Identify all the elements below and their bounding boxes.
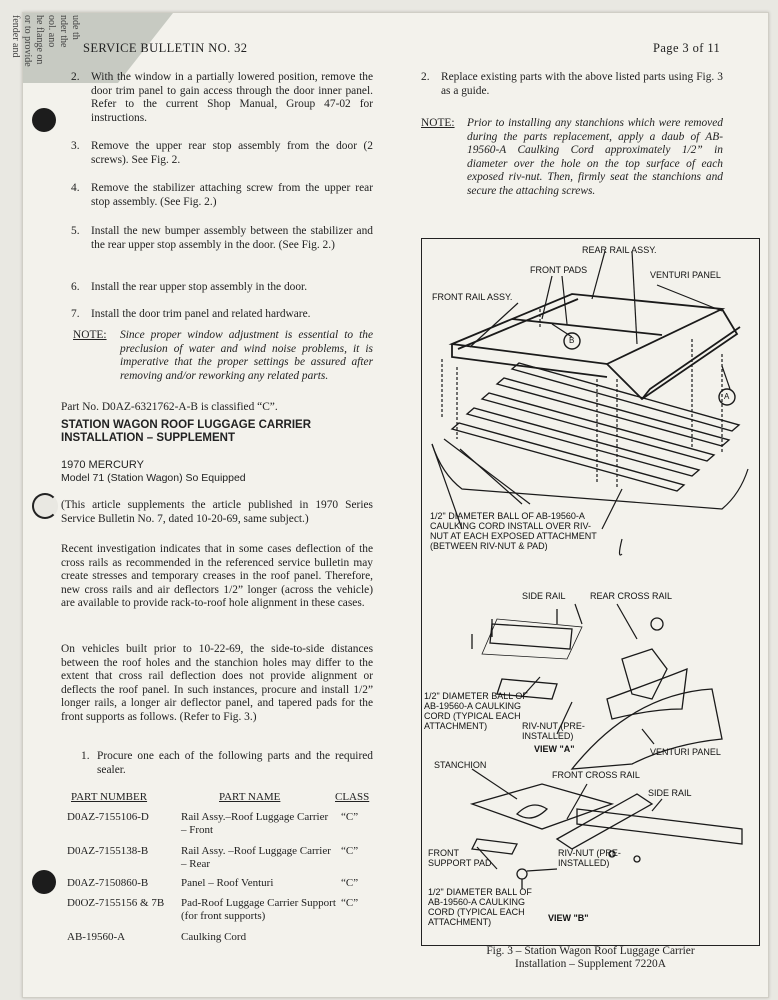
corner-fragment: he flange on [34, 15, 45, 65]
table-row [67, 807, 387, 841]
part-name: Panel – Roof Venturi [181, 877, 274, 889]
part-name: Pad-Roof Luggage Carrier Support (for front supports) [181, 897, 336, 922]
col-header-part-number: PART NUMBER [71, 791, 148, 803]
label-venturi-panel: VENTURI PANEL [650, 270, 721, 280]
step-number: 7. [71, 308, 80, 320]
corner-fragment: or to provide [22, 15, 33, 67]
callout-a: A [724, 392, 730, 401]
table-row [67, 893, 387, 927]
label-front-support-pad: FRONT SUPPORT PAD [428, 848, 492, 868]
step-text: Procure one each of the following parts and the required sealer. [97, 750, 373, 776]
parts-table [67, 791, 387, 945]
label-side-rail: SIDE RAIL [522, 591, 566, 601]
step-text: Remove the stabilizer attaching screw from the upper rear stop assembly. (See Fig. 2.) [91, 182, 373, 208]
part-class: “C” [341, 897, 359, 909]
note-label: NOTE: [421, 117, 455, 129]
label-stanchion: STANCHION [434, 760, 487, 770]
step-number: 1. [81, 750, 90, 762]
figure-3-box [421, 238, 760, 946]
figure-caption [423, 945, 758, 971]
label-rear-rail: REAR RAIL ASSY. [582, 245, 657, 255]
part-name: Caulking Cord [181, 931, 247, 943]
article-title-line2: INSTALLATION – SUPPLEMENT [61, 432, 235, 444]
part-class: “C” [341, 877, 359, 889]
part-number: AB-19560-A [67, 931, 126, 943]
table-row [67, 841, 387, 875]
corner-fragment: ool. ano [46, 15, 57, 48]
part-number: D0AZ-7155138-B [67, 845, 149, 857]
label-diameter-ball-top: 1/2" DIAMETER BALL OF AB-19560-A CAULKING CORD INSTALL OVER RIV-NUT AT EACH EXPOSED ATTACHMENT (BETWEEN RIV-NUT & PAD) [430, 511, 597, 551]
note-label: NOTE: [73, 329, 107, 341]
classified-line: Part No. D0AZ-6321762-A-B is classified “C”. [61, 401, 278, 413]
article-paragraph-1: (This article supplements the article published in 1970 Series Service Bulletin No. 7, dated 10-20-69, same subject.) [61, 499, 373, 525]
col-header-part-name: PART NAME [219, 791, 281, 803]
binder-hole [32, 870, 56, 894]
step-number: 3. [71, 140, 80, 152]
step-text: Install the rear upper stop assembly in the door. [91, 281, 308, 293]
label-diameter-ball-b: 1/2" DIAMETER BALL OF AB-19560-A CAULKING CORD (TYPICAL EACH ATTACHMENT) [428, 887, 532, 927]
part-class: “C” [341, 845, 359, 857]
part-name: Rail Assy. –Roof Luggage Carrier – Rear [181, 845, 331, 870]
binder-hole-open [32, 493, 58, 519]
step-number: 2. [421, 71, 430, 83]
col-header-class: CLASS [335, 791, 370, 803]
part-number: D0OZ-7155156 & 7B [67, 897, 165, 909]
step-text: Replace existing parts with the above listed parts using Fig. 3 as a guide. [441, 71, 723, 97]
label-side-rail-2: SIDE RAIL [648, 788, 692, 798]
label-view-b: VIEW "B" [548, 913, 589, 923]
label-riv-nut-a: RIV-NUT (PRE-INSTALLED) [522, 721, 585, 741]
label-view-a: VIEW "A" [534, 744, 575, 754]
part-name: Rail Assy.–Roof Luggage Carrier – Front [181, 811, 329, 836]
step-number: 4. [71, 182, 80, 194]
article-title-line1: STATION WAGON ROOF LUGGAGE CARRIER [61, 419, 312, 431]
label-front-rail: FRONT RAIL ASSY. [432, 292, 513, 302]
article-paragraph-2: Recent investigation indicates that in some cases deflection of the cross rails as recommended in the referenced service bulletin may create stresses and temporary creases in the roof panel. Therefore, new cross rails and air deflectors 1/2” longer (across the vehicle) are available to provide rack-to-roof hole alignment in these cases. [61, 543, 373, 610]
vehicle-year: 1970 MERCURY [61, 459, 144, 471]
label-diameter-ball-a: 1/2" DIAMETER BALL OF AB-19560-A CAULKING CORD (TYPICAL EACH ATTACHMENT) [424, 691, 528, 731]
step-text: Install the new bumper assembly between the stabilizer and the rear upper stop assembly in the door. (See Fig. 2.) [91, 225, 373, 251]
vehicle-info [61, 459, 246, 485]
part-number: D0AZ-7155106-D [67, 811, 149, 823]
step-text: Remove the upper rear stop assembly from the door (2 screws). See Fig. 2. [91, 140, 373, 166]
binder-hole [32, 108, 56, 132]
corner-fragment: ude th [70, 15, 81, 40]
step-text: With the window in a partially lowered position, remove the door trim panel to gain access through the door inner panel. Refer to the current Shop Manual, Group 47-02 for instructions. [91, 71, 373, 124]
step-text: Install the door trim panel and related hardware. [91, 308, 311, 320]
part-number: D0AZ-7150860-B [67, 877, 149, 889]
figure-caption-line2: Installation – Supplement 7220A [515, 958, 666, 970]
bulletin-title: SERVICE BULLETIN NO. 32 [83, 41, 248, 55]
corner-fragment: fender and [10, 15, 21, 58]
article-title [61, 419, 311, 445]
figure-caption-line1: Fig. 3 – Station Wagon Roof Luggage Carrier [486, 945, 695, 957]
table-row [67, 875, 387, 893]
vehicle-model: Model 71 (Station Wagon) So Equipped [61, 472, 246, 484]
part-class: “C” [341, 811, 359, 823]
step-number: 5. [71, 225, 80, 237]
table-row [67, 927, 387, 945]
article-paragraph-3: On vehicles built prior to 10-22-69, the side-to-side distances between the roof holes and the stanchion holes may differ to the extent that cross rail deflection does not provide alignment or deflects the roof panel. In such instances, procure and install 1/2” longer rails, a longer air deflector panel, and tapered pads for the front supports as follows. (Refer to Fig. 3.) [61, 643, 373, 723]
note-text: Prior to installing any stanchions which were removed during the parts replacement, apply a daub of AB-19560-A Caulking Cord approximately 1/2” in diameter over the hole on the top surface of each exposed riv-nut. Then, firmly seat the stanchions and secure the attaching screws. [467, 117, 723, 197]
label-rear-cross-rail: REAR CROSS RAIL [590, 591, 673, 601]
label-venturi-panel-2: VENTURI PANEL [650, 747, 721, 757]
label-riv-nut-b: RIV-NUT (PRE-INSTALLED) [558, 848, 621, 868]
callout-b: B [569, 336, 575, 345]
step-number: 6. [71, 281, 80, 293]
bulletin-page [10, 12, 769, 998]
label-front-pads: FRONT PADS [530, 265, 588, 275]
label-front-cross-rail: FRONT CROSS RAIL [552, 770, 640, 780]
step-number: 2. [71, 71, 80, 83]
corner-fragment: nder the [58, 15, 69, 48]
page-number: Page 3 of 11 [653, 41, 721, 55]
note-text: Since proper window adjustment is essential to the preclusion of water and wind noise problems, it is imperative that the proper settings be assured after removing and/or reworking any related parts. [120, 329, 373, 382]
